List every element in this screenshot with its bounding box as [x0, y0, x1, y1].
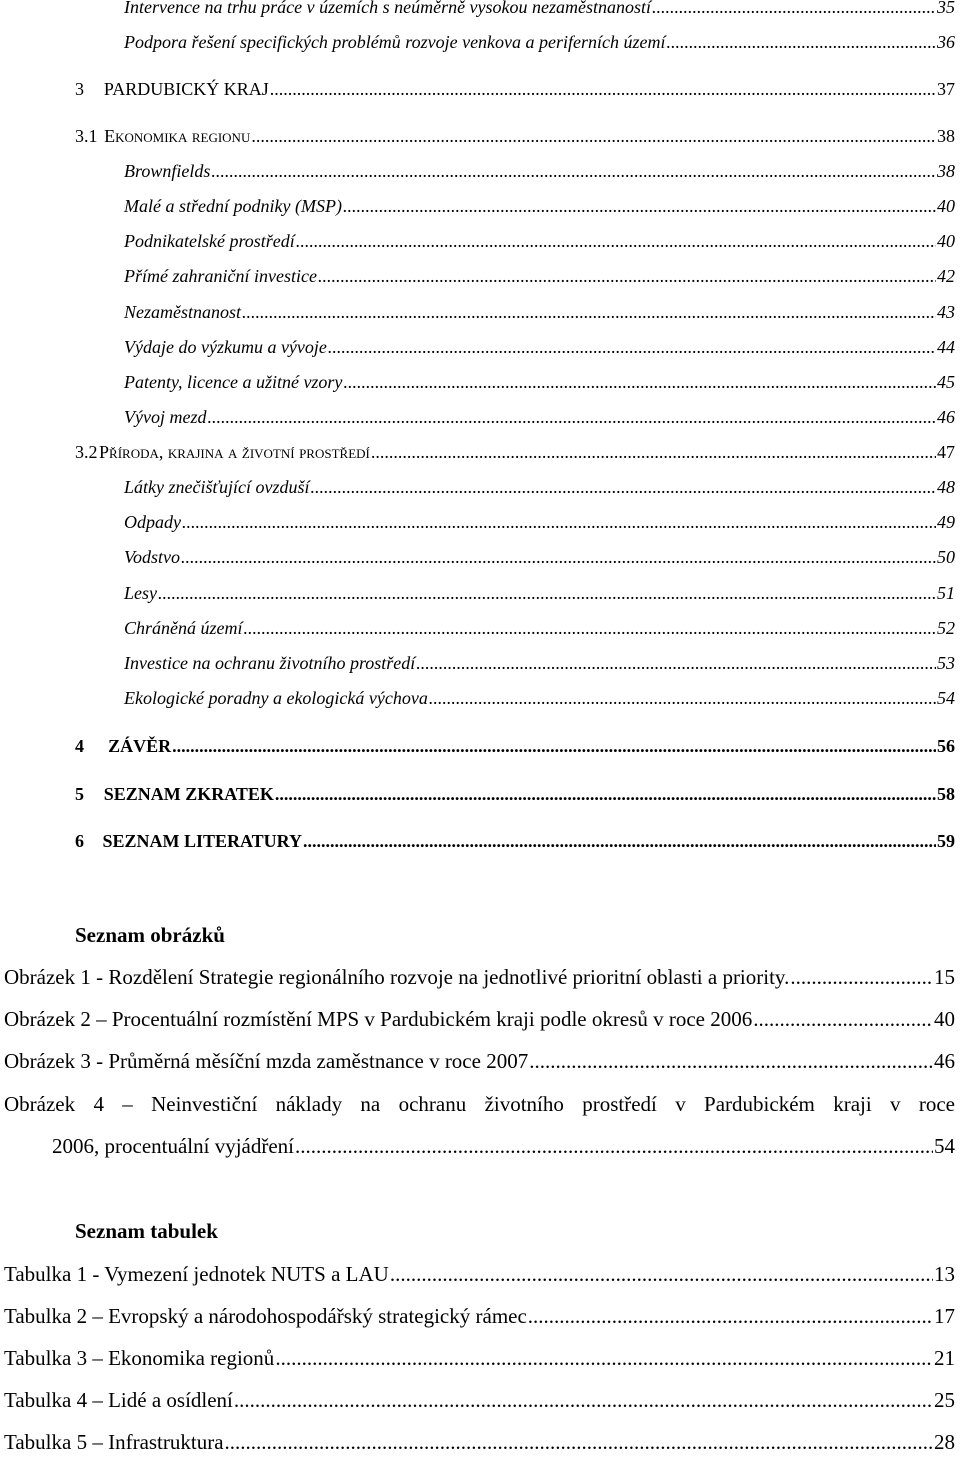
toc-leader	[528, 1304, 933, 1329]
table-entry-title: Tabulka 3 – Ekonomika regionů	[4, 1346, 275, 1370]
toc-leader	[390, 1262, 933, 1287]
toc-entry-title: Lesy	[124, 583, 157, 603]
toc-entry-page: 38	[937, 161, 955, 181]
toc-leader	[311, 477, 936, 498]
table-entry-title: Tabulka 1 - Vymezení jednotek NUTS a LAU	[4, 1262, 389, 1286]
toc-entry-page: 52	[937, 618, 955, 638]
toc-leader	[211, 161, 936, 182]
toc-entry[interactable]	[124, 266, 955, 290]
toc-entry-page: 38	[937, 126, 955, 146]
toc-entry-page: 56	[937, 736, 955, 756]
toc-leader	[328, 337, 936, 358]
toc-entry-title: Vývoj mezd	[124, 407, 207, 427]
toc-entry-page: 49	[937, 512, 955, 532]
toc-entry-page: 35	[937, 0, 955, 17]
toc-entry[interactable]	[124, 337, 955, 361]
toc-entry[interactable]	[124, 653, 955, 677]
table-entry-page: 21	[934, 1346, 955, 1370]
toc-chapter-title: SEZNAM ZKRATEK	[103, 784, 274, 804]
toc-entry[interactable]	[124, 0, 955, 21]
toc-entry-title: Nezaměstnanost	[124, 302, 241, 322]
toc-chapter-number: 4	[75, 736, 84, 756]
table-entry-page: 17	[934, 1304, 955, 1328]
table-entry[interactable]	[4, 1304, 955, 1332]
figure-entry-4-line1[interactable]: Obrázek 4 – Neinvestiční náklady na ochranu životního prostředí v Pardubickém kraji v roce	[4, 1092, 955, 1116]
toc-leader	[275, 784, 936, 805]
toc-entry[interactable]	[124, 583, 955, 607]
toc-entry-title: Podnikatelské prostředí	[124, 231, 295, 251]
toc-entry-title: Odpady	[124, 512, 181, 532]
figure-entry-page: 15	[934, 965, 955, 989]
toc-leader	[343, 196, 936, 217]
toc-entry[interactable]	[124, 512, 955, 536]
toc-leader	[207, 407, 936, 428]
toc-entry[interactable]	[124, 688, 955, 712]
toc-entry-page: 59	[937, 831, 955, 851]
toc-leader	[295, 1134, 933, 1159]
figure-entry-title: Obrázek 1 - Rozdělení Strategie regionálního rozvoje na jednotlivé prioritní oblasti a priority.	[4, 965, 790, 989]
tables-heading: Seznam tabulek	[75, 1219, 218, 1243]
toc-entry[interactable]	[124, 618, 955, 642]
toc-entry-title: Podpora řešení specifických problémů rozvoje venkova a periferních území	[124, 32, 666, 52]
toc-chapter-title: SEZNAM LITERATURY	[102, 831, 303, 851]
toc-leader	[529, 1049, 933, 1074]
toc-leader	[181, 547, 936, 568]
toc-entry-page: 43	[937, 302, 955, 322]
toc-entry-title: Látky znečišťující ovzduší	[124, 477, 310, 497]
toc-entry-page: 37	[937, 79, 955, 99]
toc-leader	[296, 231, 936, 252]
figure-entry-page: 40	[934, 1007, 955, 1031]
toc-entry-title: Ekologické poradny a ekologická výchova	[124, 688, 428, 708]
toc-leader	[652, 0, 936, 18]
figures-heading: Seznam obrázků	[75, 923, 225, 947]
toc-entry-title: Brownfields	[124, 161, 211, 181]
toc-leader	[270, 79, 936, 100]
toc-section-title: Ekonomika regionu	[104, 126, 251, 146]
toc-entry-page: 53	[937, 653, 955, 673]
toc-leader	[234, 1388, 933, 1413]
toc-entry-title: Výdaje do výzkumu a vývoje	[124, 337, 327, 357]
toc-entry-title: Malé a střední podniky (MSP)	[124, 196, 342, 216]
toc-entry-page: 54	[937, 688, 955, 708]
toc-chapter-5[interactable]	[75, 784, 955, 808]
toc-entry-title: Patenty, licence a užitné vzory	[124, 372, 343, 392]
table-entry-page: 13	[934, 1262, 955, 1286]
figure-entry-page: 46	[934, 1049, 955, 1073]
toc-entry-page: 58	[937, 784, 955, 804]
figure-entry[interactable]	[4, 1007, 955, 1035]
toc-entry-title: Chráněná území	[124, 618, 243, 638]
toc-leader	[275, 1346, 933, 1371]
figure-entry-title: Obrázek 3 - Průměrná měsíční mzda zaměstnance v roce 2007	[4, 1049, 529, 1073]
toc-entry-page: 50	[937, 547, 955, 567]
toc-entry[interactable]	[124, 407, 955, 431]
toc-entry-page: 40	[937, 231, 955, 251]
toc-leader	[244, 618, 937, 639]
toc-entry[interactable]	[124, 372, 955, 396]
toc-leader	[753, 1007, 933, 1032]
toc-chapter-6[interactable]	[75, 831, 955, 855]
toc-chapter-3[interactable]	[75, 79, 955, 103]
toc-entry-page: 44	[937, 337, 955, 357]
toc-leader	[416, 653, 936, 674]
toc-chapter-title: PARDUBICKÝ KRAJ	[103, 79, 269, 99]
table-entry[interactable]	[4, 1388, 955, 1416]
toc-leader	[172, 736, 936, 757]
toc-entry[interactable]	[124, 231, 955, 255]
toc-entry-page: 47	[937, 442, 955, 462]
table-entry[interactable]	[4, 1346, 955, 1374]
toc-leader	[242, 302, 936, 323]
toc-chapter-number: 3	[75, 79, 84, 99]
toc-entry-title: Investice na ochranu životního prostředí	[124, 653, 416, 673]
toc-chapter-number: 5	[75, 784, 84, 804]
toc-leader	[225, 1430, 933, 1455]
toc-entry[interactable]	[124, 161, 955, 185]
toc-entry[interactable]	[124, 32, 955, 56]
toc-section-number: 3.2	[75, 442, 98, 462]
toc-entry-title: Přímé zahraniční investice	[124, 266, 317, 286]
toc-leader	[429, 688, 936, 709]
toc-entry[interactable]	[124, 547, 955, 571]
toc-entry-page: 40	[937, 196, 955, 216]
table-entry-title: Tabulka 5 – Infrastruktura	[4, 1430, 224, 1454]
toc-entry[interactable]	[124, 477, 955, 501]
toc-section-3-1[interactable]	[75, 126, 955, 150]
table-entry-title: Tabulka 2 – Evropský a národohospodářský strategický rámec	[4, 1304, 527, 1328]
toc-entry[interactable]	[124, 302, 955, 326]
toc-section-number: 3.1	[75, 126, 98, 146]
toc-entry-page: 45	[937, 372, 955, 392]
toc-leader	[667, 32, 936, 53]
toc-leader	[303, 831, 936, 852]
toc-entry-page: 51	[937, 583, 955, 603]
toc-entry-page: 42	[937, 266, 955, 286]
toc-leader	[790, 965, 933, 990]
table-entry-page: 25	[934, 1388, 955, 1412]
toc-chapter-4[interactable]	[75, 736, 955, 760]
table-entry-page: 28	[934, 1430, 955, 1454]
toc-leader	[158, 583, 936, 604]
toc-entry[interactable]	[124, 196, 955, 220]
toc-entry-page: 36	[937, 32, 955, 52]
figure-entry[interactable]	[4, 965, 955, 993]
figure-entry-title: 2006, procentuální vyjádření	[52, 1134, 295, 1158]
toc-leader	[371, 442, 936, 463]
figure-entry-4-line2[interactable]	[52, 1134, 955, 1162]
toc-chapter-title: ZÁVĚR	[108, 736, 172, 756]
toc-entry-title: Intervence na trhu práce v územích s neúměrně vysokou nezaměstnaností	[124, 0, 652, 17]
toc-leader	[251, 126, 936, 147]
toc-section-3-2[interactable]	[75, 442, 955, 466]
figure-entry[interactable]	[4, 1049, 955, 1077]
table-entry[interactable]	[4, 1262, 955, 1290]
toc-section-title: Příroda, krajina a životní prostředí	[99, 442, 370, 462]
table-entry-title: Tabulka 4 – Lidé a osídlení	[4, 1388, 233, 1412]
figure-entry-title: Obrázek 2 – Procentuální rozmístění MPS v Pardubickém kraji podle okresů v roce 2006	[4, 1007, 753, 1031]
toc-leader	[343, 372, 936, 393]
toc-chapter-number: 6	[75, 831, 84, 851]
figure-entry-page: 54	[934, 1134, 955, 1158]
toc-leader	[318, 266, 936, 287]
toc-leader	[182, 512, 936, 533]
toc-entry-page: 48	[937, 477, 955, 497]
toc-entry-title: Vodstvo	[124, 547, 180, 567]
toc-entry-page: 46	[937, 407, 955, 427]
